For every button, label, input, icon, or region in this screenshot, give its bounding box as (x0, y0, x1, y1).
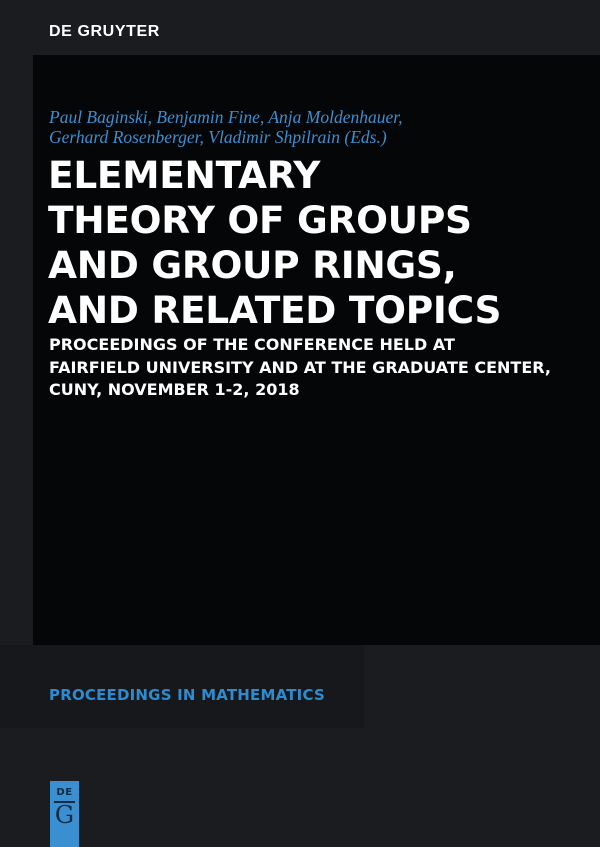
publisher-name: DE GRUYTER (49, 23, 160, 40)
book-subtitle (49, 334, 594, 402)
de-gruyter-logo-icon (50, 781, 79, 847)
logo-g-letter: G (54, 801, 75, 829)
title-line: AND RELATED TOPICS (48, 288, 502, 332)
subtitle-line: PROCEEDINGS OF THE CONFERENCE HELD AT (49, 335, 455, 354)
book-title (48, 153, 593, 333)
editors (49, 107, 569, 147)
title-line: ELEMENTARY (48, 153, 321, 197)
editors-line: Gerhard Rosenberger, Vladimir Shpilrain (Eds.) (49, 127, 387, 147)
series-name: PROCEEDINGS IN MATHEMATICS (49, 686, 325, 704)
title-line: AND GROUP RINGS, (48, 243, 457, 287)
subtitle-line: CUNY, NOVEMBER 1-2, 2018 (49, 380, 300, 399)
subtitle-line: FAIRFIELD UNIVERSITY AND AT THE GRADUATE CENTER, (49, 357, 551, 377)
editors-line: Paul Baginski, Benjamin Fine, Anja Moldenhauer, (49, 107, 403, 127)
logo-de-text: DE (56, 787, 73, 798)
title-line: THEORY OF GROUPS (48, 198, 472, 242)
